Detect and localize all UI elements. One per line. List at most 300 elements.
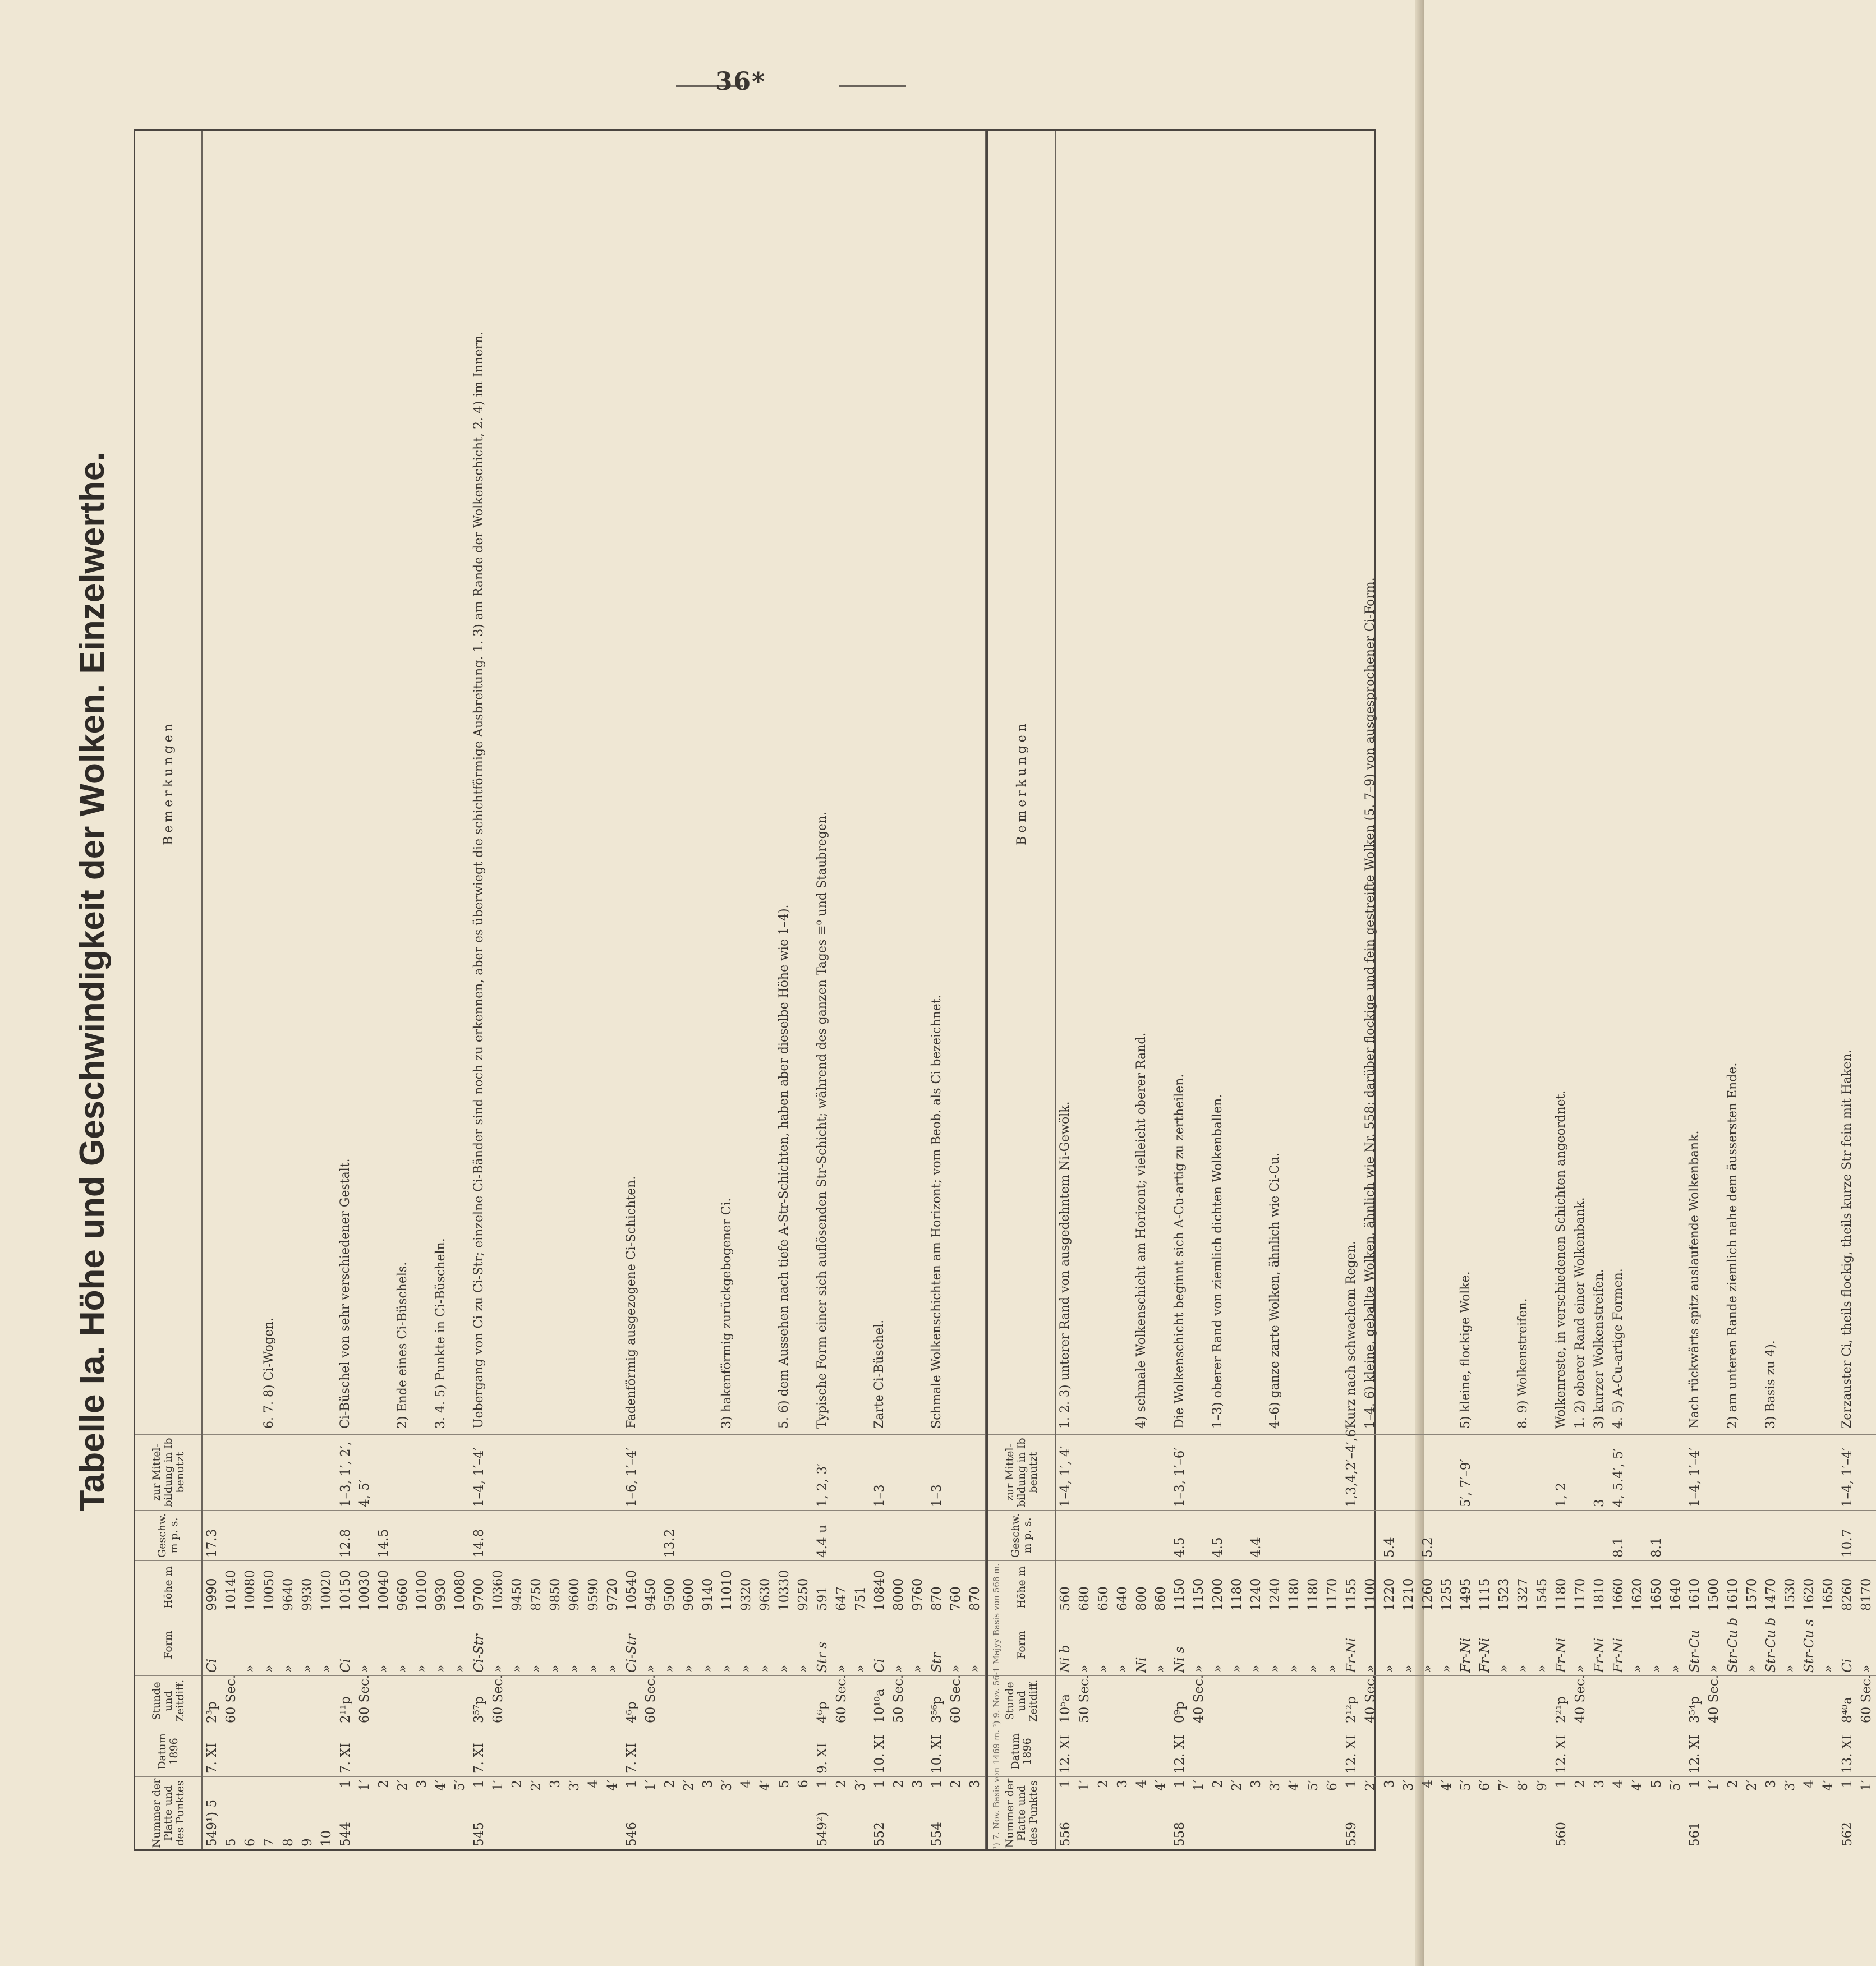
cell-date <box>374 1726 393 1776</box>
data-table <box>134 129 1874 1851</box>
cell-mean <box>1208 1434 1227 1510</box>
point-number: 2 <box>663 1780 677 1788</box>
point-number: 3′ <box>853 1780 868 1791</box>
cell-date: 7. XI <box>470 1726 489 1776</box>
cell-date <box>1647 1726 1666 1776</box>
table-row <box>374 1434 393 1849</box>
point-number: 5 <box>777 1780 792 1788</box>
cell-date: 7. XI <box>203 1726 222 1776</box>
cell-mean <box>737 1434 756 1510</box>
table-row <box>527 1434 546 1849</box>
plate-number: 8 <box>281 1838 296 1847</box>
cell-speed: 12.8 <box>336 1510 355 1560</box>
cell-date <box>1857 1726 1876 1776</box>
remark-text: Zarte Ci-Büschel. <box>872 1319 886 1429</box>
table-row <box>679 1434 698 1849</box>
cell-form: » <box>1247 1614 1266 1675</box>
cell-date <box>889 1726 908 1776</box>
cell-mean <box>1857 1434 1876 1510</box>
cell-date <box>1590 1726 1609 1776</box>
cell-time: 2³p <box>203 1675 222 1726</box>
cell-time <box>1208 1675 1227 1726</box>
cell-time <box>450 1675 470 1726</box>
cell-mean: 1–3, 1′–6′ <box>1170 1434 1189 1510</box>
cell-speed <box>1800 1510 1819 1560</box>
cell-form: » <box>1857 1614 1876 1675</box>
remark-text: Nach rückwärts spitz auslaufende Wolkenbank. <box>1688 1130 1702 1429</box>
cell-height: 870 <box>965 1560 985 1614</box>
cell-form: Ci <box>870 1614 889 1675</box>
cell-time <box>412 1675 431 1726</box>
cell-height: 9450 <box>508 1560 527 1614</box>
cell-speed: 8.1 <box>1647 1510 1666 1560</box>
point-number: 1′ <box>491 1780 505 1791</box>
cell-form: » <box>1514 1614 1533 1675</box>
cell-form: » <box>1227 1614 1247 1675</box>
cell-speed <box>1819 1510 1838 1560</box>
upper-remarks-column <box>1056 131 1876 1434</box>
cell-mean <box>489 1434 508 1510</box>
cell-time <box>1647 1675 1666 1726</box>
point-number: 2 <box>1096 1780 1111 1788</box>
cell-height: 10050 <box>260 1560 279 1614</box>
cell-height: 1500 <box>1704 1560 1723 1614</box>
cell-date <box>565 1726 584 1776</box>
cell-speed <box>241 1510 260 1560</box>
cell-plate <box>1094 1776 1113 1849</box>
cell-height: 9700 <box>470 1560 489 1614</box>
point-number: 4′ <box>1440 1780 1454 1791</box>
cell-speed <box>679 1510 698 1560</box>
table-row <box>1361 1434 1380 1849</box>
cell-mean: 1–4, 1′–4′ <box>1838 1434 1857 1510</box>
cell-speed <box>698 1510 718 1560</box>
cell-date <box>965 1726 985 1776</box>
cell-time <box>660 1675 679 1726</box>
cell-speed <box>1285 1510 1304 1560</box>
cell-plate <box>927 1776 946 1849</box>
table-row <box>1151 1434 1170 1849</box>
cell-form: Ci <box>1838 1614 1857 1675</box>
cell-form: » <box>1208 1614 1227 1675</box>
cell-plate <box>889 1776 908 1849</box>
cell-time <box>1285 1675 1304 1726</box>
cell-time <box>431 1675 450 1726</box>
cell-form: » <box>1647 1614 1666 1675</box>
header-plate: Nummer der Platte und des Punktes <box>135 1776 201 1849</box>
cell-plate <box>1781 1776 1800 1849</box>
cell-speed <box>1323 1510 1342 1560</box>
cell-time: 3⁵⁴p <box>1685 1675 1704 1726</box>
cell-date <box>1208 1726 1227 1776</box>
cell-mean: 1–4, 1′–4′ <box>1685 1434 1704 1510</box>
cell-date <box>603 1726 622 1776</box>
cell-height: 1180 <box>1304 1560 1323 1614</box>
point-number: 5′ <box>1459 1780 1473 1791</box>
cell-height: 1200 <box>1208 1560 1227 1614</box>
cell-date <box>1628 1726 1647 1776</box>
plate-number: 7 <box>262 1838 277 1847</box>
table-row <box>1094 1434 1113 1849</box>
cell-plate <box>1609 1776 1628 1849</box>
cell-speed <box>1266 1510 1285 1560</box>
cell-time: 0⁹p <box>1170 1675 1189 1726</box>
point-number: 5′ <box>1306 1780 1321 1791</box>
cell-mean <box>508 1434 527 1510</box>
cell-form: Fr-Ni <box>1609 1614 1628 1675</box>
table-row <box>393 1434 412 1849</box>
point-number: 3 <box>911 1780 925 1788</box>
point-number: 3 <box>415 1780 429 1788</box>
cell-mean <box>1399 1434 1418 1510</box>
cell-speed <box>260 1510 279 1560</box>
cell-speed <box>1094 1510 1113 1560</box>
cell-height: 10150 <box>336 1560 355 1614</box>
point-number: 1′ <box>643 1780 658 1791</box>
cell-speed <box>393 1510 412 1560</box>
cell-time <box>908 1675 927 1726</box>
cell-height: 9640 <box>279 1560 298 1614</box>
cell-form: » <box>794 1614 813 1675</box>
header-date: Datum 1896 <box>988 1726 1055 1776</box>
cell-mean <box>393 1434 412 1510</box>
cell-plate <box>851 1776 870 1849</box>
cell-time <box>1113 1675 1132 1726</box>
cell-height: 8750 <box>527 1560 546 1614</box>
cell-date: 12. XI <box>1685 1726 1704 1776</box>
cell-form: Ni b <box>1056 1614 1075 1675</box>
table-row <box>1399 1434 1418 1849</box>
remark-text: Die Wolkenschicht beginnt sich A-Cu-artig zu zertheilen. <box>1172 1074 1187 1429</box>
cell-time <box>508 1675 527 1726</box>
cell-form: » <box>565 1614 584 1675</box>
remark-text: 3) hakenförmig zurückgebogener Ci. <box>720 1198 734 1429</box>
lower-band <box>135 131 1001 1849</box>
cell-plate <box>527 1776 546 1849</box>
point-number: 2′ <box>682 1780 696 1791</box>
cell-speed <box>508 1510 527 1560</box>
cell-speed: 5.2 <box>1418 1510 1437 1560</box>
cell-time: 60 Sec. <box>489 1675 508 1726</box>
cell-mean <box>1742 1434 1762 1510</box>
remark-text: Wolkenreste, in verschiedenen Schichten angeordnet. <box>1554 1090 1568 1429</box>
cell-form: » <box>450 1614 470 1675</box>
point-number: 2 <box>510 1780 525 1788</box>
cell-form: » <box>946 1614 965 1675</box>
cell-form: » <box>1189 1614 1208 1675</box>
remark-text: Typische Form einer sich auflösenden Str-Schicht; während des ganzen Tages ≡⁰ und Staubregen. <box>815 811 829 1429</box>
table-row <box>1781 1434 1800 1849</box>
cell-time: 2²¹p <box>1552 1675 1571 1726</box>
table-row <box>756 1434 775 1849</box>
cell-plate <box>965 1776 985 1849</box>
point-number: 2 <box>834 1780 849 1788</box>
cell-plate <box>431 1776 450 1849</box>
cell-form: » <box>679 1614 698 1675</box>
table-row <box>660 1434 679 1849</box>
cell-height: 680 <box>1075 1560 1094 1614</box>
cell-height: 9930 <box>431 1560 450 1614</box>
lower-grid <box>203 1434 985 1849</box>
cell-speed <box>1514 1510 1533 1560</box>
cell-speed <box>1590 1510 1609 1560</box>
cell-plate <box>489 1776 508 1849</box>
cell-mean <box>1475 1434 1495 1510</box>
cell-form: » <box>889 1614 908 1675</box>
cell-date <box>698 1726 718 1776</box>
cell-mean <box>527 1434 546 1510</box>
cell-date <box>1132 1726 1151 1776</box>
cell-plate <box>222 1776 241 1849</box>
cell-mean <box>450 1434 470 1510</box>
table-row <box>1609 1434 1628 1849</box>
cell-height: 10020 <box>317 1560 336 1614</box>
cell-date <box>222 1726 241 1776</box>
remark-text: 6. 7. 8) Ci-Wogen. <box>262 1317 276 1429</box>
cell-mean: 1–6, 1′–4′ <box>622 1434 641 1510</box>
cell-plate <box>546 1776 565 1849</box>
cell-date <box>1380 1726 1399 1776</box>
point-number: 3 <box>968 1780 982 1788</box>
point-number: 1′ <box>1859 1780 1874 1791</box>
upper-body <box>1056 131 1876 1849</box>
cell-mean <box>1704 1434 1723 1510</box>
table-row <box>965 1434 985 1849</box>
cell-date: 7. XI <box>336 1726 355 1776</box>
table-row <box>1266 1434 1285 1849</box>
cell-form: » <box>431 1614 450 1675</box>
cell-time <box>679 1675 698 1726</box>
point-number: 3 <box>1764 1780 1778 1788</box>
cell-plate <box>1132 1776 1151 1849</box>
cell-time <box>260 1675 279 1726</box>
remark-text: 8. 9) Wolkenstreifen. <box>1516 1298 1530 1429</box>
table-row <box>1495 1434 1514 1849</box>
cell-mean <box>1628 1434 1647 1510</box>
cell-date <box>679 1726 698 1776</box>
cell-height: 9600 <box>565 1560 584 1614</box>
remark-text: Zerzauster Ci, theils flockig, theils kurze Str fein mit Haken. <box>1840 1049 1854 1429</box>
cell-speed <box>641 1510 660 1560</box>
table-row <box>1800 1434 1819 1849</box>
cell-speed <box>622 1510 641 1560</box>
cell-form: » <box>1781 1614 1800 1675</box>
cell-date <box>718 1726 737 1776</box>
cell-form: » <box>355 1614 374 1675</box>
cell-date <box>1781 1726 1800 1776</box>
cell-mean <box>546 1434 565 1510</box>
point-number: 4′ <box>758 1780 773 1791</box>
cell-form: » <box>1361 1614 1380 1675</box>
cell-height: 1240 <box>1247 1560 1266 1614</box>
cell-time <box>1437 1675 1456 1726</box>
cell-plate <box>1552 1776 1571 1849</box>
cell-mean: 5′, 7′–9′ <box>1456 1434 1475 1510</box>
point-number: 3′ <box>720 1780 734 1791</box>
cell-plate <box>1838 1776 1857 1849</box>
cell-mean <box>1762 1434 1781 1510</box>
point-number: 5′ <box>453 1780 467 1791</box>
cell-date: 7. XI <box>622 1726 641 1776</box>
cell-time: 3⁵⁷p <box>470 1675 489 1726</box>
table-row <box>412 1434 431 1849</box>
cell-height: 9630 <box>756 1560 775 1614</box>
cell-date <box>298 1726 317 1776</box>
remark-text: Kurz nach schwachem Regen. <box>1344 1241 1358 1429</box>
table-row <box>298 1434 317 1849</box>
table-row <box>1323 1434 1342 1849</box>
table-row <box>1189 1434 1208 1849</box>
cell-height: 560 <box>1056 1560 1075 1614</box>
cell-speed <box>1533 1510 1552 1560</box>
point-number: 4′ <box>434 1780 448 1791</box>
table-row <box>603 1434 622 1849</box>
point-number: 6′ <box>1478 1780 1492 1791</box>
cell-time <box>393 1675 412 1726</box>
plate-number: 546 <box>624 1822 639 1847</box>
cell-plate <box>603 1776 622 1849</box>
point-number: 4 <box>739 1780 753 1788</box>
cell-plate <box>1495 1776 1514 1849</box>
cell-form: » <box>1819 1614 1838 1675</box>
table-row <box>1762 1434 1781 1849</box>
table-row <box>1247 1434 1266 1849</box>
cell-plate <box>794 1776 813 1849</box>
table-row <box>1227 1434 1247 1849</box>
cell-form: » <box>584 1614 603 1675</box>
point-number: 6′ <box>1325 1780 1340 1791</box>
cell-form: Str-Cu s <box>1800 1614 1819 1675</box>
cell-speed <box>718 1510 737 1560</box>
point-number: 1 <box>872 1780 887 1788</box>
cell-height: 1570 <box>1742 1560 1762 1614</box>
cell-height: 751 <box>851 1560 870 1614</box>
cell-date <box>1247 1726 1266 1776</box>
cell-date <box>737 1726 756 1776</box>
cell-height: 10140 <box>222 1560 241 1614</box>
cell-speed <box>794 1510 813 1560</box>
cell-height: 10540 <box>622 1560 641 1614</box>
cell-form: Str s <box>813 1614 832 1675</box>
cell-date <box>1723 1726 1742 1776</box>
table-row <box>737 1434 756 1849</box>
cell-date <box>1189 1726 1208 1776</box>
cell-mean <box>1189 1434 1208 1510</box>
cell-plate <box>1723 1776 1742 1849</box>
cell-date <box>1094 1726 1113 1776</box>
cell-plate <box>470 1776 489 1849</box>
cell-speed: 17.3 <box>203 1510 222 1560</box>
cell-plate <box>1647 1776 1666 1849</box>
cell-date <box>660 1726 679 1776</box>
cell-plate <box>698 1776 718 1849</box>
cell-form: » <box>851 1614 870 1675</box>
cell-mean <box>946 1434 965 1510</box>
cell-time <box>794 1675 813 1726</box>
cell-plate <box>1323 1776 1342 1849</box>
cell-form: Str <box>927 1614 946 1675</box>
cell-time: 60 Sec. <box>641 1675 660 1726</box>
point-number: 3 <box>701 1780 715 1788</box>
cell-speed <box>1742 1510 1762 1560</box>
cell-time: 10¹⁰a <box>870 1675 889 1726</box>
cell-form: » <box>317 1614 336 1675</box>
cell-plate <box>1857 1776 1876 1849</box>
cell-mean: 4, 5′ <box>355 1434 374 1510</box>
cell-time: 50 Sec. <box>889 1675 908 1726</box>
table-row <box>1742 1434 1762 1849</box>
cell-height: 1523 <box>1495 1560 1514 1614</box>
cell-speed <box>1456 1510 1475 1560</box>
cell-plate <box>1475 1776 1495 1849</box>
cell-date: 12. XI <box>1170 1726 1189 1776</box>
cell-speed: 13.2 <box>660 1510 679 1560</box>
cell-plate <box>679 1776 698 1849</box>
cell-plate <box>1666 1776 1685 1849</box>
point-number: 1 <box>930 1780 944 1788</box>
cell-plate <box>1170 1776 1189 1849</box>
cell-height: 591 <box>813 1560 832 1614</box>
cell-mean <box>1151 1434 1170 1510</box>
remark-text: 3) kurzer Wolkenstreifen. <box>1592 1269 1606 1429</box>
cell-mean <box>203 1434 222 1510</box>
remark-text: 1. 2. 3) unterer Rand von ausgedehntem Ni-Gewölk. <box>1058 1101 1072 1429</box>
cell-speed <box>889 1510 908 1560</box>
plate-number: 544 <box>338 1822 353 1847</box>
cell-plate <box>832 1776 851 1849</box>
cell-date <box>1418 1726 1437 1776</box>
cell-date <box>546 1726 565 1776</box>
point-number: 1 <box>472 1780 486 1788</box>
cell-height: 760 <box>946 1560 965 1614</box>
cell-speed <box>1552 1510 1571 1560</box>
cell-height: 8260 <box>1838 1560 1857 1614</box>
cell-speed: 14.5 <box>374 1510 393 1560</box>
cell-time <box>1151 1675 1170 1726</box>
cell-height: 1180 <box>1285 1560 1304 1614</box>
cell-form: » <box>489 1614 508 1675</box>
table-row <box>1838 1434 1857 1849</box>
cell-date <box>355 1726 374 1776</box>
cell-plate <box>1437 1776 1456 1849</box>
cell-date: 13. XI <box>1838 1726 1857 1776</box>
point-number: 1 <box>1554 1780 1569 1788</box>
cell-height: 1610 <box>1685 1560 1704 1614</box>
cell-plate <box>641 1776 660 1849</box>
point-number: 3′ <box>1268 1780 1282 1791</box>
cell-height: 1255 <box>1437 1560 1456 1614</box>
cell-height: 10080 <box>241 1560 260 1614</box>
table-row <box>489 1434 508 1849</box>
cell-plate <box>1266 1776 1285 1849</box>
table-row <box>1723 1434 1742 1849</box>
header-date: Datum 1896 <box>135 1726 201 1776</box>
table-row <box>1437 1434 1456 1849</box>
point-number: 4′ <box>1153 1780 1168 1791</box>
point-number: 1 <box>1058 1780 1073 1788</box>
cell-plate <box>1418 1776 1437 1849</box>
cell-height: 1470 <box>1762 1560 1781 1614</box>
cell-time <box>1533 1675 1552 1726</box>
cell-date <box>241 1726 260 1776</box>
cell-height: 10030 <box>355 1560 374 1614</box>
cell-speed <box>1495 1510 1514 1560</box>
cell-time <box>374 1675 393 1726</box>
plate-number: 5 <box>224 1838 238 1847</box>
point-number: 1′ <box>1707 1780 1721 1791</box>
cell-time: 10⁵a <box>1056 1675 1075 1726</box>
cell-form: Str-Cu b <box>1723 1614 1742 1675</box>
